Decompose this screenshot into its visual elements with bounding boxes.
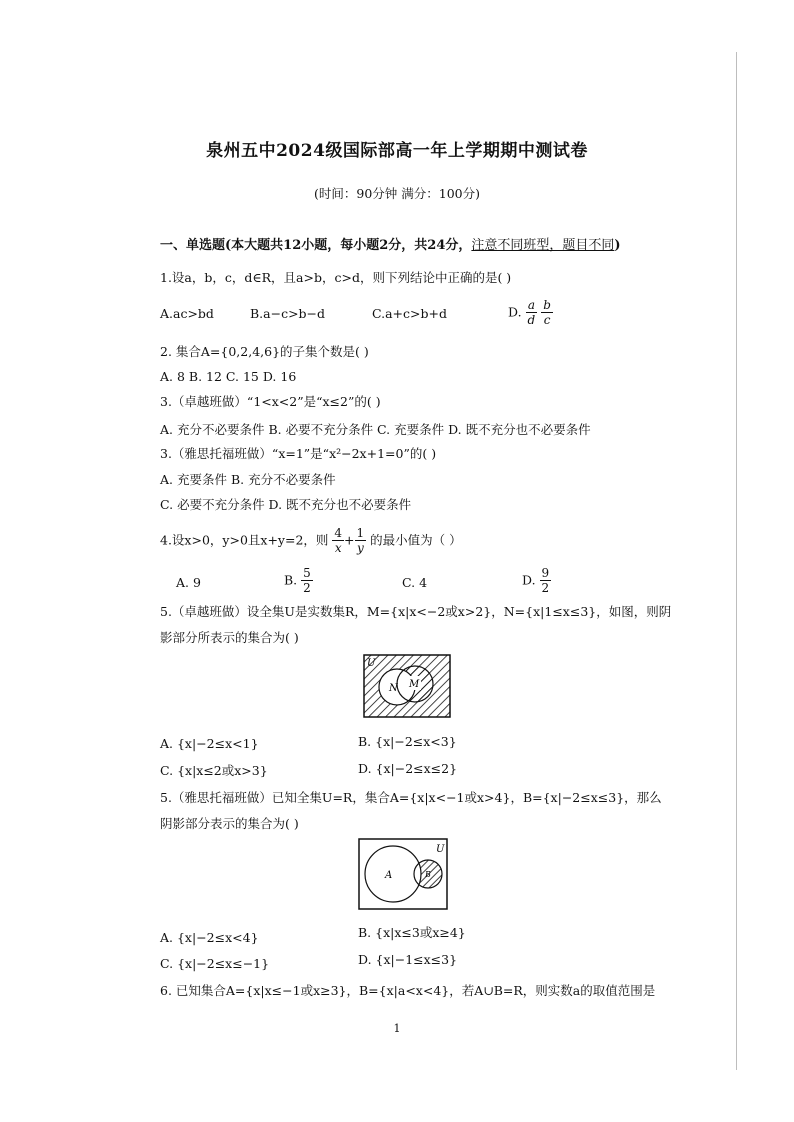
- q1-stem: 1.设a，b，c，d∈R，且a>b，c>d，则下列结论中正确的是( ): [160, 270, 512, 285]
- section-heading-text: 一、单选题(本大题共12小题，每小题2分，共24分，: [160, 238, 472, 253]
- q4-d-prefix: D.: [522, 572, 536, 588]
- q2-options: A. 8 B. 12 C. 15 D. 16: [160, 369, 297, 384]
- q4-stem-post: 的最小值为（ ）: [370, 532, 462, 548]
- q3b-stem: 3.（雅思托福班做）“x=1”是“x²−2x+1=0”的( ): [160, 446, 437, 461]
- q4-stem-pre: 4.设x>0，y>0且x+y=2，则: [160, 532, 329, 548]
- q3b-options-line2: C. 必要不充分条件 D. 既不充分也不必要条件: [160, 497, 412, 512]
- section-note: 注意不同班型，题目不同: [471, 238, 615, 253]
- exam-subtitle: (时间：90分钟 满分：100分): [314, 186, 480, 201]
- q4-b-den: 2: [303, 581, 311, 595]
- q5a-option-a: A. {x|−2≤x<1}: [160, 736, 259, 751]
- q4-option-b: [284, 566, 313, 595]
- q4-option-c: C. 4: [402, 575, 428, 590]
- q1-d-fraction-right: [541, 298, 553, 327]
- q4-plus: +: [344, 532, 355, 548]
- q4-frac2-den: y: [356, 541, 364, 555]
- q5b-venn-diagram: [358, 838, 448, 910]
- q6-stem: 6. 已知集合A={x|x≤−1或x≥3}，B={x|a<x<4}，若A∪B=R，则实数a的取值范围是: [160, 983, 656, 998]
- q4-stem: [160, 526, 462, 555]
- q5a-option-b: B. {x|−2≤x<3}: [358, 734, 457, 749]
- q1-d-fraction-right-bottom: c: [543, 313, 551, 327]
- q5b-label-u: U: [436, 844, 445, 855]
- q5a-venn-diagram: [363, 654, 451, 718]
- q5a-option-c: C. {x|x≤2或x>3}: [160, 763, 268, 778]
- q4-option-d: [522, 566, 551, 595]
- q4-option-a: A. 9: [176, 575, 201, 590]
- q1-option-b: B.a−c>b−d: [250, 306, 326, 321]
- q5b-stem-line2: 阴影部分表示的集合为( ): [160, 816, 299, 831]
- q5b-option-d: D. {x|−1≤x≤3}: [358, 952, 458, 967]
- q4-b-prefix: B.: [284, 572, 298, 588]
- q4-b-fraction: [301, 566, 313, 595]
- q5a-option-d: D. {x|−2≤x≤2}: [358, 761, 458, 776]
- q4-fraction-1-over-y: [355, 526, 367, 555]
- q5b-option-c: C. {x|−2≤x≤−1}: [160, 956, 270, 971]
- q5a-label-n: N: [389, 683, 398, 694]
- q4-frac2-num: 1: [356, 526, 365, 540]
- q5a-label-u: U: [367, 658, 376, 669]
- q3a-stem: 3.（卓越班做）“1<x<2”是“x≤2”的( ): [160, 394, 381, 409]
- page-number: 1: [393, 1022, 401, 1035]
- q1-option-d: [508, 298, 553, 327]
- q5b-option-b: B. {x|x≤3或x≥4}: [358, 925, 466, 940]
- q5a-label-m: M: [409, 679, 420, 690]
- q1-d-fraction-left-top: a: [526, 298, 538, 313]
- section-heading: [160, 238, 621, 254]
- q4-b-num: 5: [303, 566, 311, 580]
- exam-title: 泉州五中2024级国际部高一年上学期期中测试卷: [206, 141, 588, 161]
- q5b-label-b: B: [425, 870, 431, 879]
- section-heading-close: ): [614, 238, 621, 253]
- q4-d-fraction: [540, 566, 552, 595]
- q1-option-c: C.a+c>b+d: [372, 306, 447, 321]
- q4-frac1-den: x: [334, 541, 342, 555]
- q1-d-prefix: D.: [508, 304, 522, 320]
- q4-frac1-num: 4: [334, 526, 343, 540]
- q1-d-fraction-right-top: b: [543, 298, 551, 312]
- q3a-options: A. 充分不必要条件 B. 必要不充分条件 C. 充要条件 D. 既不充分也不必要条件: [160, 422, 591, 437]
- page-right-border: [736, 52, 737, 1070]
- q1-option-a: A.ac>bd: [160, 306, 214, 321]
- q5b-stem-line1: 5.（雅思托福班做）已知全集U=R，集合A={x|x<−1或x>4}，B={x|−2≤x≤3}，那么: [160, 790, 662, 805]
- q1-d-fraction-left-bottom: d: [527, 313, 536, 327]
- q4-fraction-4-over-x: [332, 526, 344, 555]
- q3b-options-line1: A. 充要条件 B. 充分不必要条件: [160, 472, 336, 487]
- q1-d-fraction-left: [526, 298, 538, 327]
- q2-stem: 2. 集合A={0,2,4,6}的子集个数是( ): [160, 344, 369, 359]
- q5b-label-a: A: [385, 870, 393, 881]
- q4-d-num: 9: [541, 566, 550, 580]
- q5a-stem-line2: 影部分所表示的集合为( ): [160, 630, 299, 645]
- q4-d-den: 2: [541, 581, 550, 595]
- q5a-stem-line1: 5.（卓越班做）设全集U是实数集R，M={x|x<−2或x>2}，N={x|1≤x≤3}，如图，则阴: [160, 604, 672, 619]
- q5b-option-a: A. {x|−2≤x<4}: [160, 930, 259, 945]
